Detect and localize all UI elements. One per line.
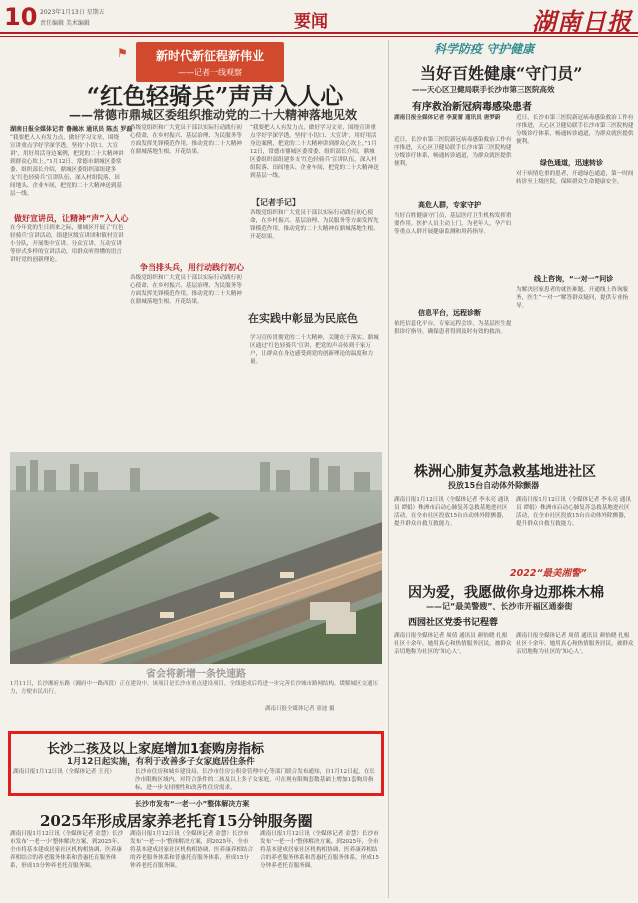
- right-body-7b: 湖南日报全媒体记者 周倩 通讯员 颜怡晓 扎根社区十余年，她用真心和热情服务居民，被群众亲切地称为社区的‘知心人’。: [516, 633, 634, 655]
- highlighted-byline: 湖南日报1月12日讯（全媒体记者 王亮）: [13, 769, 115, 775]
- right-body-2: 当好百姓健康守门员，基层医疗卫生机构发挥重要作用。医护人员主动上门，为老年人、孕产妇等重点人群开展健康监测和用药指导。: [394, 213, 512, 235]
- right-series-banner: 科学防疫 守护健康: [434, 42, 535, 56]
- right-body-4a: 近日，长沙市第三医院新冠病毒感染救治工作有序推进，天心区卫健局联手长沙市第三医院构建分级诊疗体系，畅通转诊通道，为群众就医提供便利。: [516, 115, 634, 145]
- highlighted-headline[interactable]: 长沙二孩及以上家庭增加1套购房指标: [47, 742, 265, 757]
- right-subhead-1: 高危人群，专家守护: [418, 201, 481, 209]
- photo-credit: 湖南日报全媒体记者 童迪 摄: [265, 706, 335, 712]
- right-headline-3[interactable]: 因为爱，我愿做你身边那株木棉: [408, 585, 604, 601]
- lead-headline[interactable]: “红色轻骑兵”声声入人心: [86, 83, 344, 110]
- lead-subheadline: ——常德市鼎城区委组织推动党的二十大精神落地见效: [68, 108, 357, 122]
- construction-aerial-image: [10, 452, 382, 664]
- lead-subhead-1: 做好宣讲员，让精神“声”入人心: [14, 214, 129, 223]
- column-divider: [388, 40, 389, 898]
- lead-paragraph-col2b: 各级党组织和广大党员干部以实际行动践行初心使命，在乡村振兴、基层治理、为民服务等方面发挥先锋模范作用，推动党的二十大精神在鼎城落地生根、开花结果。: [130, 275, 242, 305]
- lead-paragraph-col3b: 各级党组织和广大党员干部以实际行动践行初心使命，在乡村振兴、基层治理、为民服务等方面发挥先锋模范作用，推动党的二十大精神在鼎城落地生根、开花结果。: [250, 210, 379, 240]
- brief-body-col1: 湖南日报1月12日讯（全媒体记者 金慧）长沙市发布‘一老一小’整体解决方案，到2025年，全市将基本建成居家社区机构相协调、医养康养相结合的养老服务体系和普惠托育服务体系，形成15分钟养老托育服务圈。: [10, 831, 124, 869]
- lead-paragraph: “我要把人人有发力点，做好学习文章，围绕宣讲重点学好学深学透，坚持‘小切口、大宣讲’，用好用活身边案例，把党的二十大精神讲到群众心坎上。”1月12日，常德市鼎城区委常委、组织部长介绍，鼎城区委组织部组建多支‘红色轻骑兵’宣讲队伍，深入村组院落、田间地头、企业车间，把党的二十大精神送到基层一线。: [10, 135, 124, 197]
- right-body-6b: 湖南日报1月12日讯（全媒体记者 李永亮 通讯员 谭娟）株洲市启动心肺复苏急救基地进社区活动，在全市社区投放15台自动体外除颤器，提升群众自救互救能力。: [516, 497, 631, 527]
- right-headline-2[interactable]: 株洲心肺复苏急救基地进社区: [414, 464, 596, 480]
- date-line: 2023年1月13日 星期五: [40, 9, 105, 16]
- series-title: 新时代新征程新伟业: [155, 49, 264, 63]
- right-subheadline-1b: 有序救治新冠病毒感染患者: [412, 102, 532, 113]
- series-subtitle: ——记者一线观察: [178, 68, 242, 77]
- flag-icon: ⚑: [117, 46, 128, 60]
- page-number: 10: [4, 3, 38, 31]
- right-body-1: 近日，长沙市第三医院新冠病毒感染救治工作有序推进，天心区卫健局联手长沙市第三医院构建分级诊疗体系，畅通转诊通道，为群众就医提供便利。: [394, 137, 512, 167]
- right-subheadline-2: 投放15台自动体外除颤器: [448, 481, 540, 490]
- right-body-7a: 湖南日报全媒体记者 周倩 通讯员 颜怡晓 扎根社区十余年，她用真心和热情服务居民，被群众亲切地称为社区的‘知心人’。: [394, 633, 512, 655]
- right-headline-1[interactable]: 当好百姓健康“守门员”: [420, 64, 583, 83]
- lead-paragraph-2: 在今年党的生日到来之际，鼎城区开展了‘红色轻骑兵’宣讲活动，组建区级宣讲团和镇村宣讲小分队，开展集中宣讲、分众宣讲、互动宣讲等形式多样的宣讲活动，用群众听得懂的语言讲好党的创新理论。: [10, 225, 124, 263]
- editor-line: 责任编辑 美术编辑: [40, 20, 90, 27]
- photo-caption: 1月11日，长沙湘府东路（湘府中一路西段）正在建设中。该项目是长沙市重点建设项目，全线建成后将进一步完善长沙城市路网结构，缓解城区交通压力，方便市民出行。: [10, 681, 379, 695]
- lead-byline: 湖南日报全媒体记者 鲁融冰 通讯员 陈杰 罗磊: [10, 126, 133, 133]
- reporter-note-title: 在实践中彰显为民底色: [248, 312, 358, 325]
- right-byline-1: 湖南日报全媒体记者 李夏蕾 通讯员 唐梦蔚: [394, 115, 501, 121]
- lead-subhead-2: 争当排头兵，用行动践行初心: [140, 263, 244, 272]
- lead-paragraph-col2: 各级党组织和广大党员干部以实际行动践行初心使命，在乡村振兴、基层治理、为民服务等方面发挥先锋模范作用，推动党的二十大精神在鼎城落地生根、开花结果。: [130, 125, 242, 155]
- series-banner: [136, 42, 284, 82]
- right-subheadline-3: ——记“最美警嫂”、长沙市开福区通泰街: [426, 602, 573, 611]
- news-photo: [10, 452, 382, 664]
- highlighted-body: 长沙市住房和城乡建设局、长沙市住房公积金管理中心等部门联合发布通知，自1月12日起，在长沙市限购区域内，对符合条件的二孩及以上多子女家庭，可在现有限购套数基础上增加1套购房指标，进一步支持刚性和改善性住房需求。: [135, 769, 376, 791]
- highlighted-article[interactable]: [8, 731, 384, 796]
- right-body-6a: 湖南日报1月12日讯（全媒体记者 李永亮 通讯员 谭娟）株洲市启动心肺复苏急救基地进社区活动，在全市社区投放15台自动体外除颤器，提升群众自救互救能力。: [394, 497, 509, 527]
- right-subhead-3: 绿色通道，迅速转诊: [540, 159, 603, 167]
- right-subhead-4: 线上咨询，“一对一”问诊: [534, 275, 614, 283]
- reporter-note-body: 学习宣传贯彻党的二十大精神，关键在于落实。鼎城区通过‘红色轻骑兵’宣讲，把党的声音传到千家万户，让群众在身边感受到党的创新理论的温度和力量。: [250, 335, 379, 365]
- right-subhead-2: 信息平台，远程诊断: [418, 309, 481, 317]
- newspaper-logo: 湖南日报: [532, 7, 632, 36]
- masthead-divider: [0, 36, 638, 37]
- masthead: [0, 0, 638, 34]
- right-body-3: 依托信息化平台，专家远程会诊，为基层医生提供诊疗指导，确保患者得到及时有效的救治。: [394, 321, 512, 335]
- brief-body-col2: 湖南日报1月12日讯（全媒体记者 金慧）长沙市发布‘一老一小’整体解决方案，到2025年，全市将基本建成居家社区机构相协调、医养康养相结合的养老服务体系和普惠托育服务体系，形成15分钟养老托育服务圈。: [130, 831, 254, 869]
- section-title: 要闻: [294, 12, 328, 32]
- lead-paragraph-col3: “我要把人人有发力点，做好学习文章，围绕宣讲重点学好学深学透，坚持‘小切口、大宣讲’，用好用活身边案例，把党的二十大精神讲到群众心坎上。”1月12日，常德市鼎城区委常委、组织部长介绍，鼎城区委组织部组建多支‘红色轻骑兵’宣讲队伍，深入村组院落、田间地头、企业车间，把党的二十大精神送到基层一线。: [250, 125, 379, 179]
- brief-pre-headline: 长沙市发布“一老一小”整体解决方案: [135, 800, 250, 808]
- right-subheadline-1: ——天心区卫健局联手长沙市第三医院高效: [412, 85, 555, 94]
- right-body-4: 对于病情危重的患者，开通绿色通道，第一时间转诊至上级医院，保障群众生命健康安全。: [516, 171, 634, 185]
- brief-body-col3: 湖南日报1月12日讯（全媒体记者 金慧）长沙市发布‘一老一小’整体解决方案，到2025年，全市将基本建成居家社区机构相协调、医养康养相结合的养老服务体系和普惠托育服务体系，形成15分钟养老托育服务圈。: [260, 831, 379, 869]
- award-tag: 2022“最美湘警”: [510, 568, 587, 579]
- brief-headline[interactable]: 2025年形成居家养老托育15分钟服务圈: [40, 812, 313, 830]
- right-body-5: 为解决居家患者的就医难题，开通线上咨询服务，医生“一对一”解答群众疑问，提供专业指导。: [516, 287, 629, 309]
- right-subheadline-3b: 西园社区党委书记程蓉: [408, 618, 499, 628]
- quote-label: 【记者手记】: [252, 198, 300, 207]
- highlighted-subheadline: 1月12日起实施，有利于改善多子女家庭居住条件: [67, 757, 255, 767]
- photo-caption-title: 省会将新增一条快速路: [146, 669, 246, 680]
